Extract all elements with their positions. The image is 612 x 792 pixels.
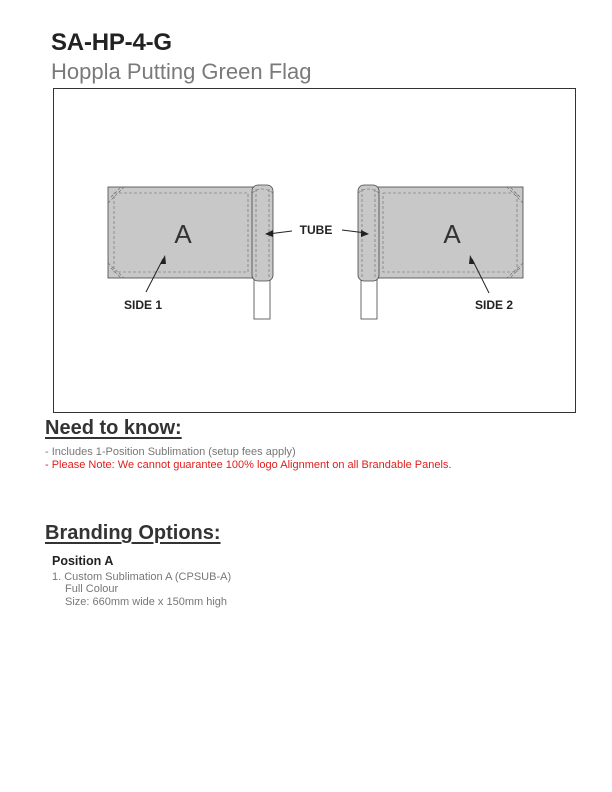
flag-diagram bbox=[53, 88, 576, 413]
option-size: Size: 660mm wide x 150mm high bbox=[65, 596, 228, 608]
pole-left bbox=[254, 279, 270, 319]
side-2-letter: A bbox=[443, 219, 461, 249]
product-code: SA-HP-4-G bbox=[51, 29, 172, 56]
need-to-know-heading: Need to know: bbox=[45, 417, 182, 439]
note-setup-fees: - Includes 1-Position Sublimation (setup fees apply) bbox=[45, 446, 296, 458]
side-1-letter: A bbox=[174, 219, 192, 249]
product-name: Hoppla Putting Green Flag bbox=[51, 59, 312, 84]
side-2-label: SIDE 2 bbox=[474, 298, 514, 312]
tube-label: TUBE bbox=[299, 223, 333, 237]
flag-illustration bbox=[54, 89, 577, 414]
note-alignment-warning: - Please Note: We cannot guarantee 100% logo Alignment on all Brandable Panels. bbox=[45, 459, 452, 471]
side-1-label: SIDE 1 bbox=[123, 298, 163, 312]
branding-options-heading: Branding Options: bbox=[45, 522, 221, 544]
option-colour: Full Colour bbox=[65, 583, 119, 595]
option-method: 1. Custom Sublimation A (CPSUB-A) bbox=[52, 571, 232, 583]
pole-right bbox=[361, 279, 377, 319]
position-a-title: Position A bbox=[52, 554, 114, 568]
